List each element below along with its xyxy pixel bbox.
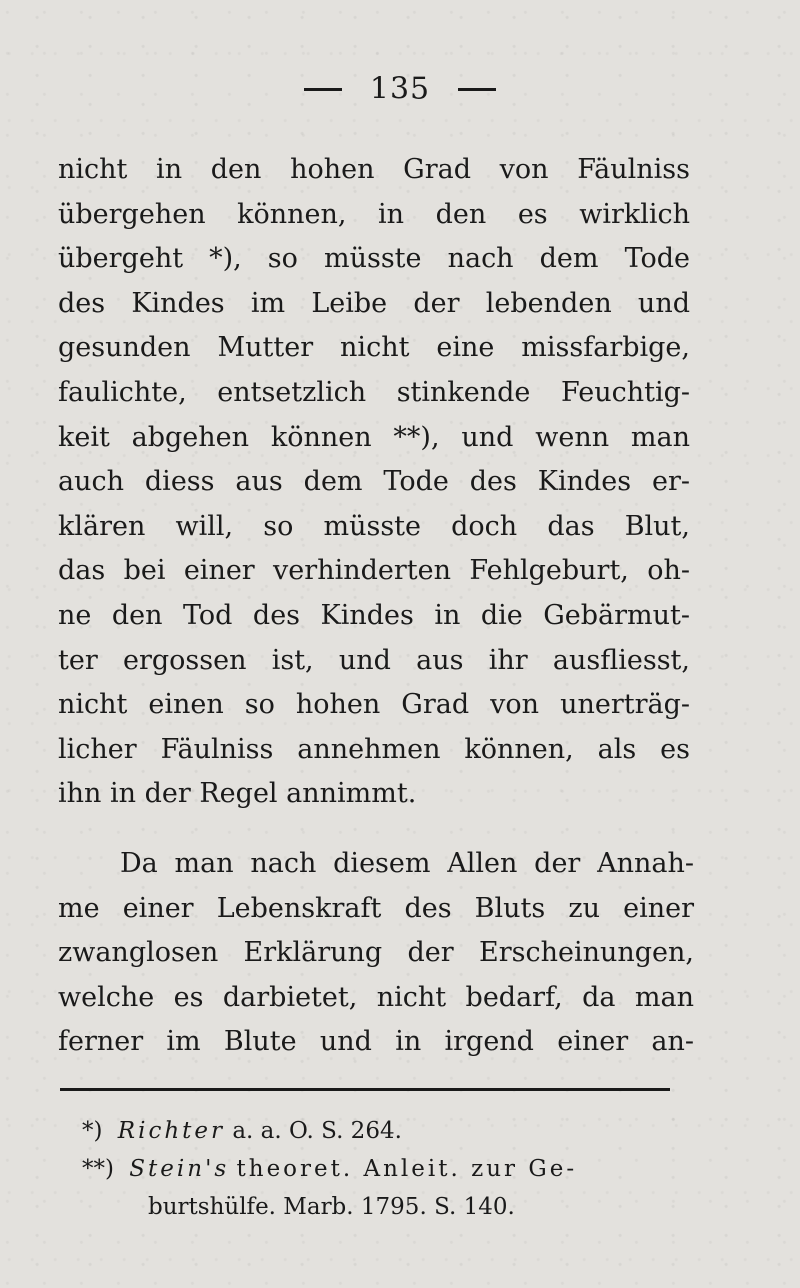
text-line: me einer Lebenskraft des Bluts zu einer	[58, 892, 694, 924]
left-dash-ornament	[304, 88, 342, 91]
footnote-2	[82, 1150, 702, 1188]
text-line: auch diess aus dem Tode des Kindes er-	[58, 466, 690, 498]
text-line: gesunden Mutter nicht eine missfarbige,	[58, 332, 690, 364]
footnote-author: Stein's	[129, 1156, 230, 1182]
footnote-1	[82, 1112, 702, 1150]
footnote-author: Richter	[117, 1118, 226, 1144]
footnote-mark: **)	[82, 1156, 114, 1182]
text-line: übergeht *), so müsste nach dem Tode	[58, 243, 690, 275]
text-line: licher Fäulniss annehmen können, als es	[58, 733, 690, 765]
text-line: des Kindes im Leibe der lebenden und	[58, 287, 690, 319]
text-line: zwanglosen Erklärung der Erscheinungen,	[58, 937, 694, 969]
right-dash-ornament	[458, 88, 496, 91]
page-number	[0, 70, 800, 107]
text-line: übergehen können, in den es wirklich	[58, 198, 690, 230]
paragraph-1	[58, 148, 690, 817]
text-line: keit abgehen können **), und wenn man	[58, 421, 690, 453]
page-number-value: 135	[369, 71, 431, 107]
text-line: das bei einer verhinderten Fehlgeburt, oh-	[58, 555, 690, 587]
footnote-divider	[60, 1088, 670, 1091]
text-line: ter ergossen ist, und aus ihr ausfliesst,	[58, 644, 690, 676]
text-line: ne den Tod des Kindes in die Gebärmut-	[58, 599, 690, 631]
footnote-text: theoret. Anleit. zur Ge-	[236, 1156, 578, 1182]
text-line: nicht einen so hohen Grad von unerträg-	[58, 689, 690, 721]
footnote-2-continuation: burtshülfe. Marb. 1795. S. 140.	[148, 1194, 515, 1220]
paragraph-2	[58, 842, 694, 1065]
footnotes	[82, 1112, 702, 1226]
text-line: welche es darbietet, nicht bedarf, da man	[58, 981, 694, 1013]
text-line: ihn in der Regel annimmt.	[58, 778, 417, 810]
text-line: nicht in den hohen Grad von Fäulniss	[58, 154, 690, 185]
footnote-text: a. a. O. S. 264.	[232, 1118, 402, 1144]
text-line: klären will, so müsste doch das Blut,	[58, 510, 690, 542]
text-line: Da man nach diesem Allen der Annah-	[120, 848, 694, 879]
text-line: faulichte, entsetzlich stinkende Feuchtig-	[58, 376, 690, 408]
text-line: ferner im Blute und in irgend einer an-	[58, 1026, 694, 1058]
footnote-mark: *)	[82, 1118, 103, 1144]
